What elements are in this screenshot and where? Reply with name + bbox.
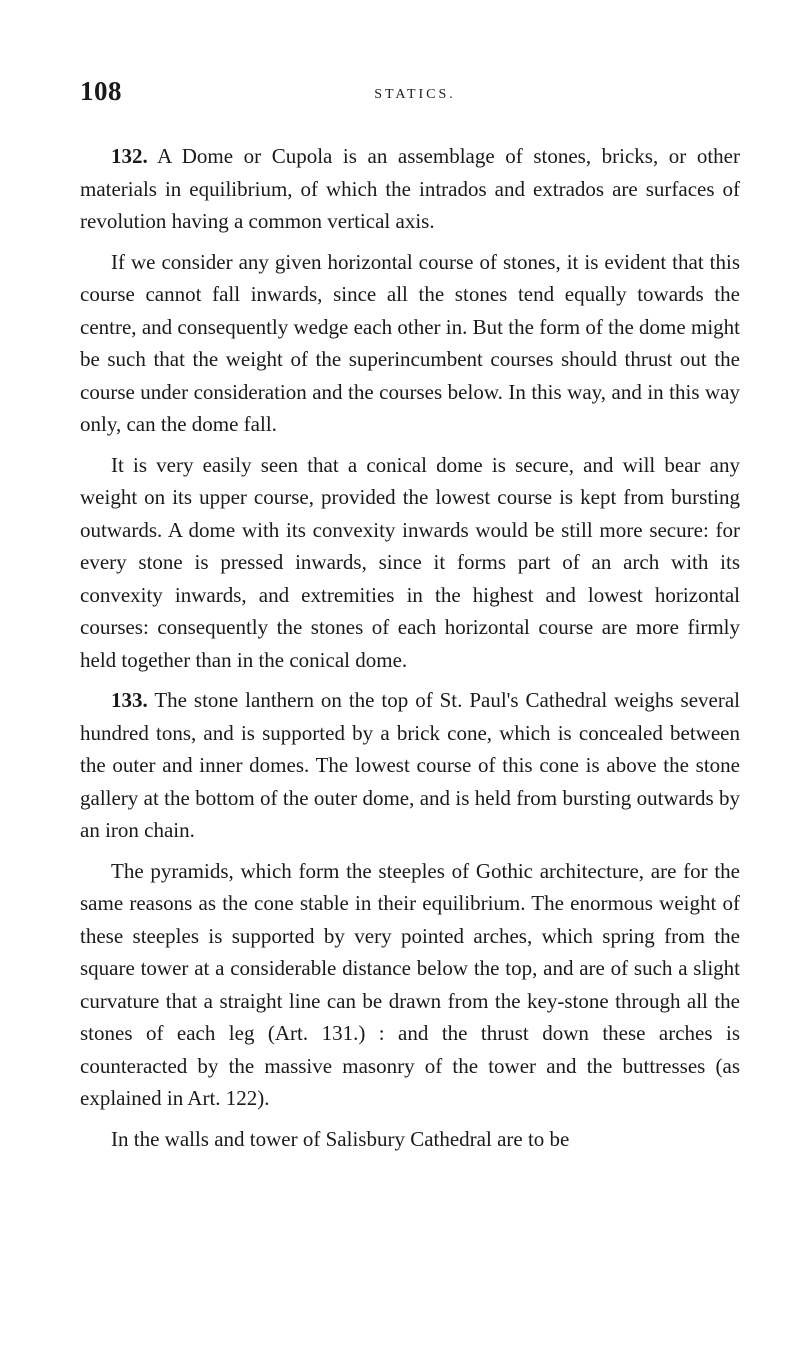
article-number: 132. [111,144,148,168]
paragraph [80,449,740,677]
paragraph-article-132 [80,140,740,238]
page-number: 108 [80,76,122,106]
paragraph-article-133 [80,684,740,847]
paragraph [80,1123,740,1156]
paragraph-text: It is very easily seen that a conical dome is secure, and will bear any weight on its upper course, provided the lowest course is kept from bursting outwards. A dome with its convexity inwards would be still more secure: for every stone is pressed inwards, since it forms part of an arch with its convexity inwards, and extremities in the highest and lowest horizontal courses: consequently the stones of each horizontal course are more firmly held together than in the conical dome. [80,452,740,672]
article-number: 133. [111,688,148,712]
paragraph-text: A Dome or Cupola is an assemblage of stones, bricks, or other materials in equilibrium, of which the intrados and extrados are surfaces of revolution having a common vertical axis. [80,144,740,233]
paragraph-text: The stone lanthern on the top of St. Paul's Cathedral weighs several hundred tons, and is supported by a brick cone, which is concealed between the outer and inner domes. The lowest course of this cone is above the stone gallery at the bottom of the outer dome, and is held from bursting outwards by an iron chain. [80,688,741,842]
paragraph-text: The pyramids, which form the steeples of Gothic architecture, are for the same reasons as the cone stable in their equilibrium. The enormous weight of these steeples is supported by very pointed arches, which spring from the square tower at a considerable distance below the top, and are of such a slight curvature that a straight line can be drawn from the key-stone through all the stones of each leg (Art. 131.) : and the thrust down these arches is counteracted by the massive masonry of the tower and the buttresses (as explained in Art. 122). [80,858,740,1110]
paragraph-text: In the walls and tower of Salisbury Cathedral are to be [111,1126,570,1151]
paragraph [80,855,740,1115]
paragraph [80,246,740,441]
page-header [80,76,720,112]
running-head: STATICS. [374,87,456,102]
paragraph-text: If we consider any given horizontal course of stones, it is evident that this course cannot fall inwards, since all the stones tend equally towards the centre, and consequently wedge each other in. But the form of the dome might be such that the weight of the superincumbent courses should thrust out the course under consideration and the courses below. In this way, and in this way only, can the dome fall. [80,249,740,436]
body-text [80,140,740,1163]
